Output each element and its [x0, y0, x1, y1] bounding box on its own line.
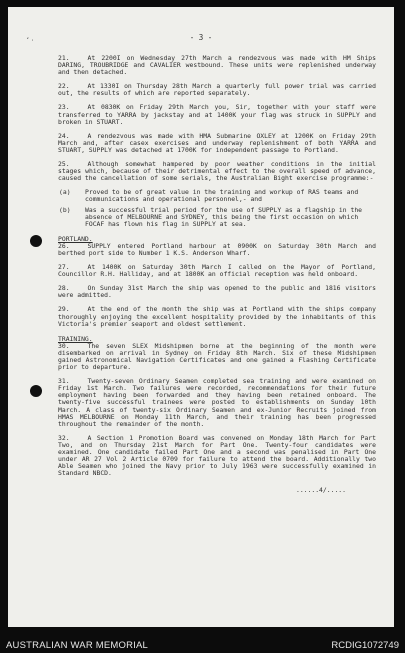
paragraph-number: 32.: [58, 433, 70, 442]
sub-item-label: (b): [59, 205, 71, 214]
section-heading-training: TRAINING.: [58, 334, 93, 343]
punch-hole-bottom: [30, 385, 42, 397]
paragraph-text: Twenty-seven Ordinary Seamen completed sea training and were examined on Friday 1st March. Two failures were recorded, recommendations for their future employment having been forwarded and they having been retained onboard. The twenty-five successful trainees were posted to establishments on Sunday 10th March. A class of twenty-six Ordinary Seamen and ex-Junior Recruits joined from HMAS MELBOURNE on Monday 11th March, and their training has been progressed throughout the remainder of the month.: [58, 377, 376, 428]
continuation-marker: ......4/.....: [295, 486, 346, 495]
document-page: [8, 7, 394, 627]
sub-item-label: (a): [59, 188, 71, 197]
paragraph: [58, 435, 376, 478]
sub-item-text: Was a successful trial period for the use of SUPPLY as a flagship in the absence of MELBOURNE and SYDNEY, this being the first occasion on which FOCAF has flown his flag in SUPPLY at sea.: [85, 205, 363, 228]
paragraph-number: 26.: [58, 241, 70, 250]
page-number: - 3 -: [189, 33, 213, 42]
archive-name: AUSTRALIAN WAR MEMORIAL: [6, 640, 149, 651]
paragraph-number: 23.: [58, 103, 70, 112]
record-id: RCDIG1072749: [331, 640, 399, 651]
paragraph: [58, 133, 376, 154]
paragraph-number: 22.: [58, 82, 70, 91]
sub-item: [58, 207, 376, 228]
paragraph-text: SUPPLY entered Portland harbour at 0900K on Saturday 30th March and berthed port side to Number 1 K.S. Anderson Wharf.: [58, 241, 376, 257]
paragraph-number: 24.: [58, 131, 70, 140]
paragraph: [58, 378, 376, 428]
paragraph: [58, 104, 376, 125]
paragraph-number: 28.: [58, 284, 70, 293]
paragraph: [58, 83, 376, 97]
paragraph-number: 21.: [58, 54, 70, 62]
document-body: [58, 55, 376, 495]
sub-items: [58, 189, 376, 227]
paragraph-number: 29.: [58, 305, 70, 314]
archive-footer: [0, 632, 405, 653]
paragraphs-section-training: [58, 343, 376, 478]
paragraph-number: 25.: [58, 160, 70, 169]
paragraph: [58, 285, 376, 299]
paragraph-text: On Sunday 31st March the ship was opened to the public and 1816 visitors were admitted.: [58, 284, 376, 300]
sub-item-text: Proved to be of great value in the training and workup of RAS teams and communications and operational personnel,- and: [85, 188, 359, 204]
paragraph-number: 31.: [58, 377, 70, 386]
paragraph: [58, 343, 376, 371]
paragraph-text: The seven SLEX Midshipmen borne at the beginning of the month were disembarked on arrival in Sydney on Friday 8th March. Six of these Midshipmen gained Astronomical Navigation Certificates and one gained a Flashing Certificate prior to departure.: [58, 341, 376, 372]
paragraph-text: At 1330I on Thursday 28th March a quarterly full power trial was carried out, the results of which are reported separately.: [58, 82, 376, 98]
punch-hole-top: [30, 235, 42, 247]
paragraph-text: At 0830K on Friday 29th March you, Sir, together with your staff were transferred to YARRA by jackstay and at 1400K your flag was struck in SUPPLY and broken in STUART.: [58, 103, 376, 126]
paragraph: [58, 55, 376, 76]
paragraph-text: A Section 1 Promotion Board was convened on Monday 18th March for Part Two, and on Thursday 21st March for Part One. Twenty-four candidates were examined. One candidate failed Part One and a second was penalised in Part One under AR 27 Vol 2 Article 0709 for failure to attend the board. Additionally two Able Seamen who joined the Navy prior to July 1963 were successfully examined in Standard NBCD.: [58, 433, 376, 478]
section-heading-portland: PORTLAND.: [58, 234, 93, 243]
paragraph-number: 27.: [58, 263, 70, 272]
paragraph-text: A rendezvous was made with HMA Submarine OXLEY at 1200K on Friday 29th March and, after casex exercises and underway replenishment of both YARRA and STUART, SUPPLY was detached at 1700K for independent passage to Portland.: [58, 131, 376, 154]
sub-item: [58, 189, 376, 203]
paragraph: [58, 306, 376, 327]
paragraph-text: Although somewhat hampered by poor weather conditions in the initial stages which, because of their detrimental effect to the overall speed of advance, caused the cancellation of some serials, the Australian Bight exercise programme:-: [58, 160, 376, 183]
corner-mark: ʻ·: [26, 37, 36, 44]
paragraph: [58, 264, 376, 278]
paragraphs-section-portland: [58, 243, 376, 328]
paragraph-text: At 2200I on Wednesday 27th March a rendezvous was made with HM Ships DARING, TROUBRIDGE and CAVALIER westbound. These units were replenished underway and then detached.: [58, 54, 376, 77]
paragraph-number: 30.: [58, 341, 70, 350]
paragraph: [58, 161, 376, 182]
paragraph-text: At the end of the month the ship was at Portland with the ships company thoroughly enjoying the excellent hospitality provided by the inhabitants of this Victoria's premier seaport and oldest settlement.: [58, 305, 376, 328]
paragraphs-section-1: [58, 55, 376, 182]
paragraph: [58, 243, 376, 257]
paragraph-text: At 1400K on Saturday 30th March I called on the Mayor of Portland, Councillor R.H. Halliday, and at 1800K an official reception was held onboard.: [58, 263, 376, 279]
